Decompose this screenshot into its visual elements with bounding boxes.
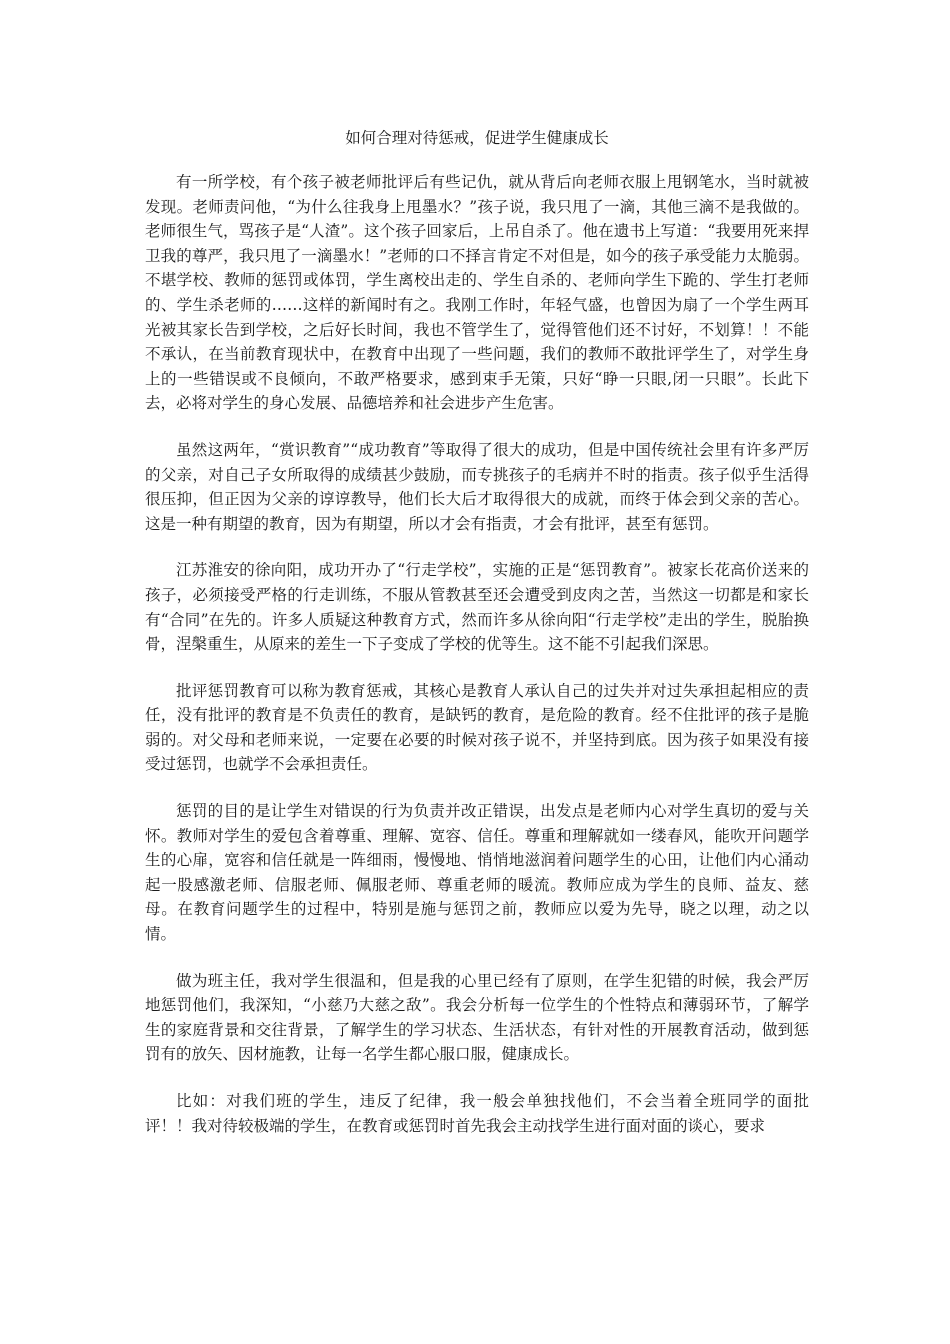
document-body	[145, 126, 809, 1160]
paragraph-6: 做为班主任，我对学生很温和，但是我的心里已经有了原则，在学生犯错的时候，我会严厉地惩罚他们，我深知，“小慈乃大慈之敌”。我会分析每一位学生的个性特点和薄弱环节，了解学生的家庭背景和交往背景，了解学生的学习状态、生活状态，有针对性的开展教育活动，做到惩罚有的放矢、因材施教，让每一名学生都心服口服，健康成长。	[145, 971, 809, 1064]
paragraph-4: 批评惩罚教育可以称为教育惩戒，其核心是教育人承认自己的过失并对过失承担起相应的责任，没有批评的教育是不负责任的教育，是缺钙的教育，是危险的教育。经不住批评的孩子是脆弱的。对父母和老师来说，一定要在必要的时候对孩子说不，并坚持到底。因为孩子如果没有接受过惩罚，也就学不会承担责任。	[145, 681, 809, 774]
paragraph-1: 有一所学校，有个孩子被老师批评后有些记仇，就从背后向老师衣服上甩钢笔水，当时就被发现。老师责问他，“为什么往我身上甩墨水？”孩子说，我只甩了一滴，其他三滴不是我做的。老师很生气，骂孩子是“人渣”。这个孩子回家后，上吊自杀了。他在遗书上写道：“我要用死来捍卫我的尊严，我只甩了一滴墨水！”老师的口不择言肯定不对但是，如今的孩子承受能力太脆弱。不堪学校、教师的惩罚或体罚，学生离校出走的、学生自杀的、老师向学生下跪的、学生打老师的、学生杀老师的……这样的新闻时有之。我刚工作时，年轻气盛，也曾因为扇了一个学生两耳光被其家长告到学校，之后好长时间，我也不管学生了，觉得管他们还不讨好，不划算！！不能不承认，在当前教育现状中，在教育中出现了一些问题，我们的教师不敢批评学生了，对学生身上的一些错误或不良倾向，不敢严格要求，感到束手无策，只好“睁一只眼,闭一只眼”。长此下去，必将对学生的身心发展、品德培养和社会进步产生危害。	[145, 173, 809, 413]
document-title: 如何合理对待惩戒，促进学生健康成长	[345, 129, 609, 147]
paragraph-5: 惩罚的目的是让学生对错误的行为负责并改正错误，出发点是老师内心对学生真切的爱与关怀。教师对学生的爱包含着尊重、理解、宽容、信任。尊重和理解就如一缕春风，能吹开问题学生的心扉，宽容和信任就是一阵细雨，慢慢地、悄悄地滋润着问题学生的心田，让他们内心涌动起一股感激老师、信服老师、佩服老师、尊重老师的暖流。教师应成为学生的良师、益友、慈母。在教育问题学生的过程中，特别是施与惩罚之前，教师应以爱为先导，晓之以理，动之以情。	[145, 802, 809, 944]
paragraph-3: 江苏淮安的徐向阳，成功开办了“行走学校”，实施的正是“惩罚教育”。被家长花高价送来的孩子，必须接受严格的行走训练，不服从管教甚至还会遭受到皮肉之苦，当然这一切都是和家长有“合同”在先的。许多人质疑这种教育方式，然而许多从徐向阳“行走学校”走出的学生，脱胎换骨，涅槃重生，从原来的差生一下子变成了学校的优等生。这不能不引起我们深思。	[145, 561, 809, 654]
paragraph-7: 比如：对我们班的学生，违反了纪律，我一般会单独找他们，不会当着全班同学的面批评！！我对待较极端的学生，在教育或惩罚时首先我会主动找学生进行面对面的谈心，要求	[145, 1092, 809, 1135]
paragraph-2: 虽然这两年，“赏识教育”“成功教育”等取得了很大的成功，但是中国传统社会里有许多严厉的父亲，对自己子女所取得的成绩甚少鼓励，而专挑孩子的毛病并不时的指责。孩子似乎生活得很压抑，但正因为父亲的谆谆教导，他们长大后才取得很大的成就，而终于体会到父亲的苦心。这是一种有期望的教育，因为有期望，所以才会有指责，才会有批评，甚至有惩罚。	[145, 440, 809, 533]
